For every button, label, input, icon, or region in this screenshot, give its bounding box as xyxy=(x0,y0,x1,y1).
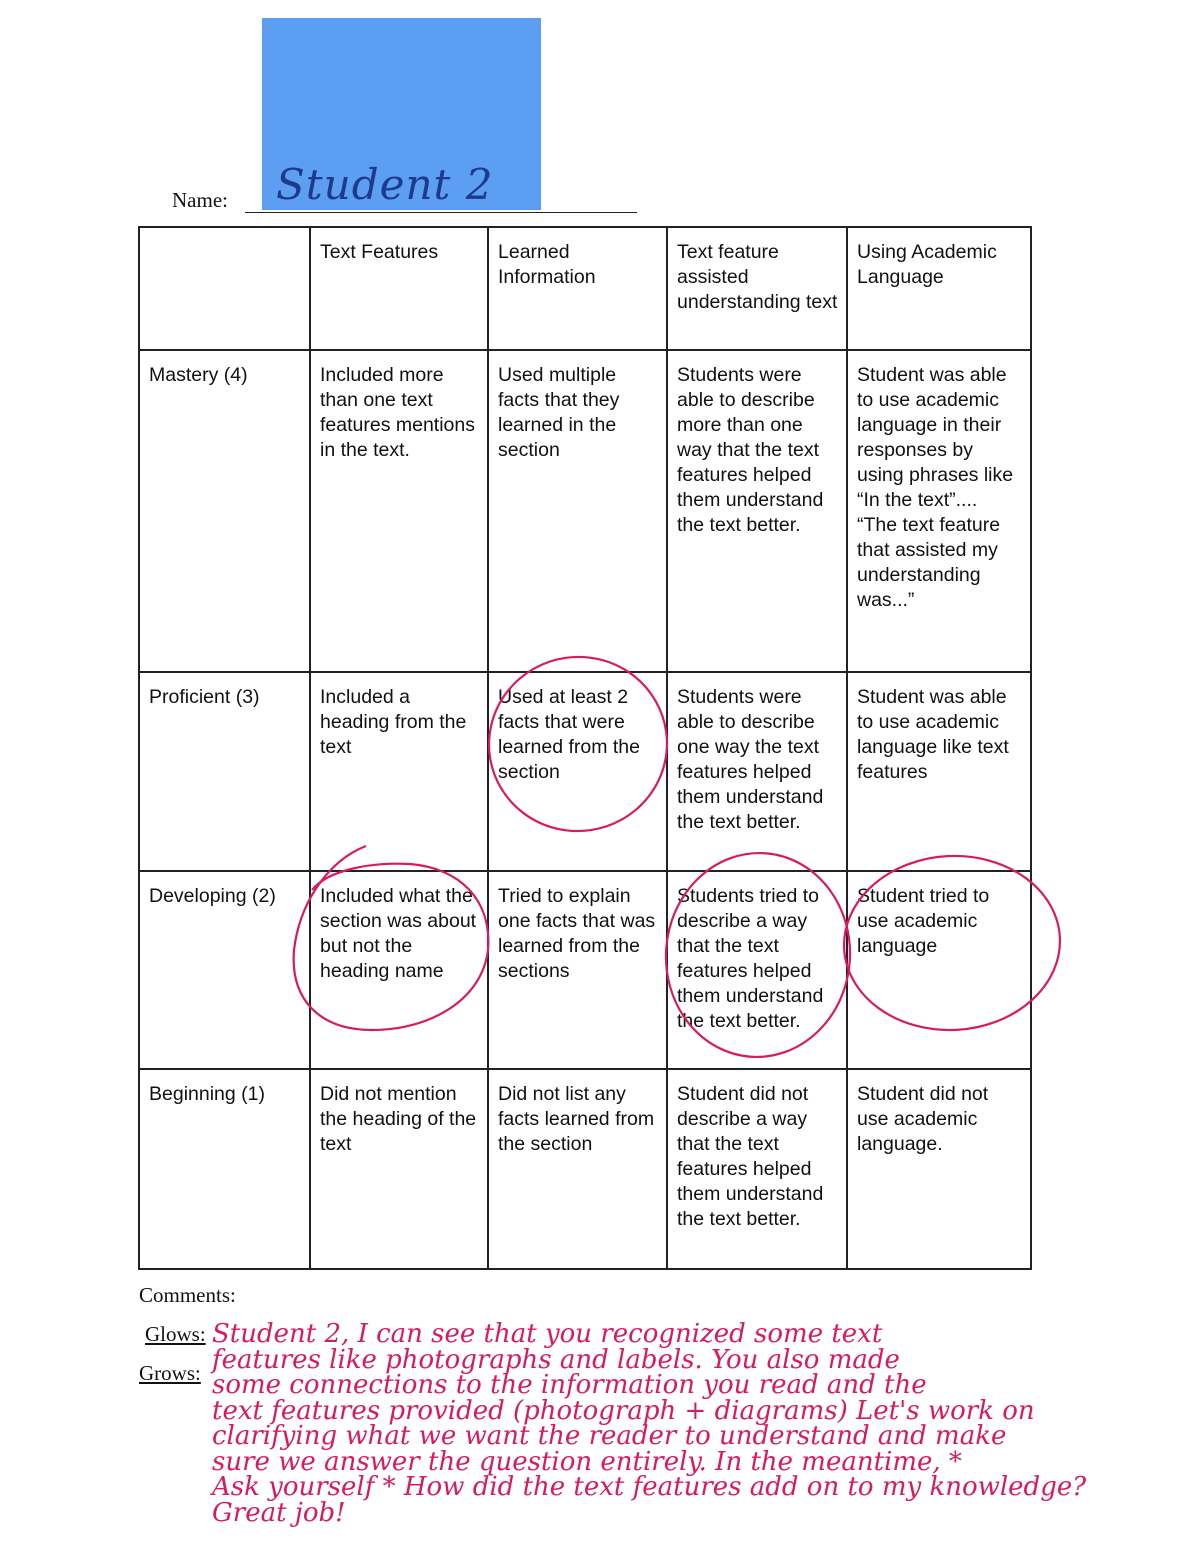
rubric-row-proficient xyxy=(139,672,1031,871)
name-label: Name: xyxy=(172,188,228,212)
rubric-table xyxy=(138,226,1032,1270)
level-label: Beginning (1) xyxy=(139,1069,310,1269)
comment-line: sure we answer the question entirely. In the meantime, * xyxy=(212,1446,962,1477)
handwritten-comment xyxy=(212,1319,1112,1528)
header-cell-text-features: Text Features xyxy=(310,227,488,350)
rubric-cell: Student tried to use academic language xyxy=(847,871,1031,1069)
rubric-cell: Did not list any facts learned from the section xyxy=(488,1069,667,1269)
comment-line: Student 2, I can see that you recognized some text xyxy=(212,1319,883,1349)
glows-label: Glows: xyxy=(145,1322,206,1346)
rubric-header-row xyxy=(139,227,1031,350)
grows-label: Grows: xyxy=(139,1361,201,1385)
rubric-cell: Student was able to use academic language like text features xyxy=(847,672,1031,871)
student-name: Student 2 xyxy=(276,160,494,209)
header-cell-text-feature-assisted: Text feature assisted understanding text xyxy=(667,227,847,350)
rubric-row-mastery xyxy=(139,350,1031,672)
name-underline xyxy=(245,212,637,213)
rubric-cell: Used multiple facts that they learned in the section xyxy=(488,350,667,672)
comment-line: text features provided (photograph + diagrams) Let's work on xyxy=(212,1395,1035,1426)
comments-label: Comments: xyxy=(139,1283,236,1307)
level-label: Proficient (3) xyxy=(139,672,310,871)
rubric-cell: Included more than one text features mentions in the text. xyxy=(310,350,488,672)
rubric-cell: Student did not describe a way that the text features helped them understand the text better. xyxy=(667,1069,847,1269)
rubric-cell: Did not mention the heading of the text xyxy=(310,1069,488,1269)
rubric-cell: Included a heading from the text xyxy=(310,672,488,871)
rubric-cell: Student was able to use academic language in their responses by using phrases like “In the text”.... “The text feature that assisted my understanding was...” xyxy=(847,350,1031,672)
rubric-cell: Used at least 2 facts that were learned from the section xyxy=(488,672,667,871)
rubric-cell: Included what the section was about but not the heading name xyxy=(310,871,488,1069)
rubric-cell: Students were able to describe one way the text features helped them understand the text better. xyxy=(667,672,847,871)
level-label: Mastery (4) xyxy=(139,350,310,672)
comment-line: Ask yourself * How did the text features add on to my knowledge? xyxy=(212,1472,1087,1502)
rubric-row-developing xyxy=(139,871,1031,1069)
header-cell-blank xyxy=(139,227,310,350)
rubric-cell: Students tried to describe a way that the text features helped them understand the text better. xyxy=(667,871,847,1069)
comment-line: clarifying what we want the reader to understand and make xyxy=(212,1421,1007,1451)
rubric-cell: Tried to explain one facts that was learned from the sections xyxy=(488,871,667,1069)
rubric-cell: Student did not use academic language. xyxy=(847,1069,1031,1269)
rubric-row-beginning xyxy=(139,1069,1031,1269)
comment-line: some connections to the information you read and the xyxy=(212,1370,927,1400)
header-cell-learned-information: Learned Information xyxy=(488,227,667,350)
comment-line: Great job! xyxy=(212,1497,346,1528)
comment-line: features like photographs and labels. You also made xyxy=(212,1344,900,1375)
rubric-cell: Students were able to describe more than one way that the text features helped them understand the text better. xyxy=(667,350,847,672)
header-cell-academic-language: Using Academic Language xyxy=(847,227,1031,350)
level-label: Developing (2) xyxy=(139,871,310,1069)
